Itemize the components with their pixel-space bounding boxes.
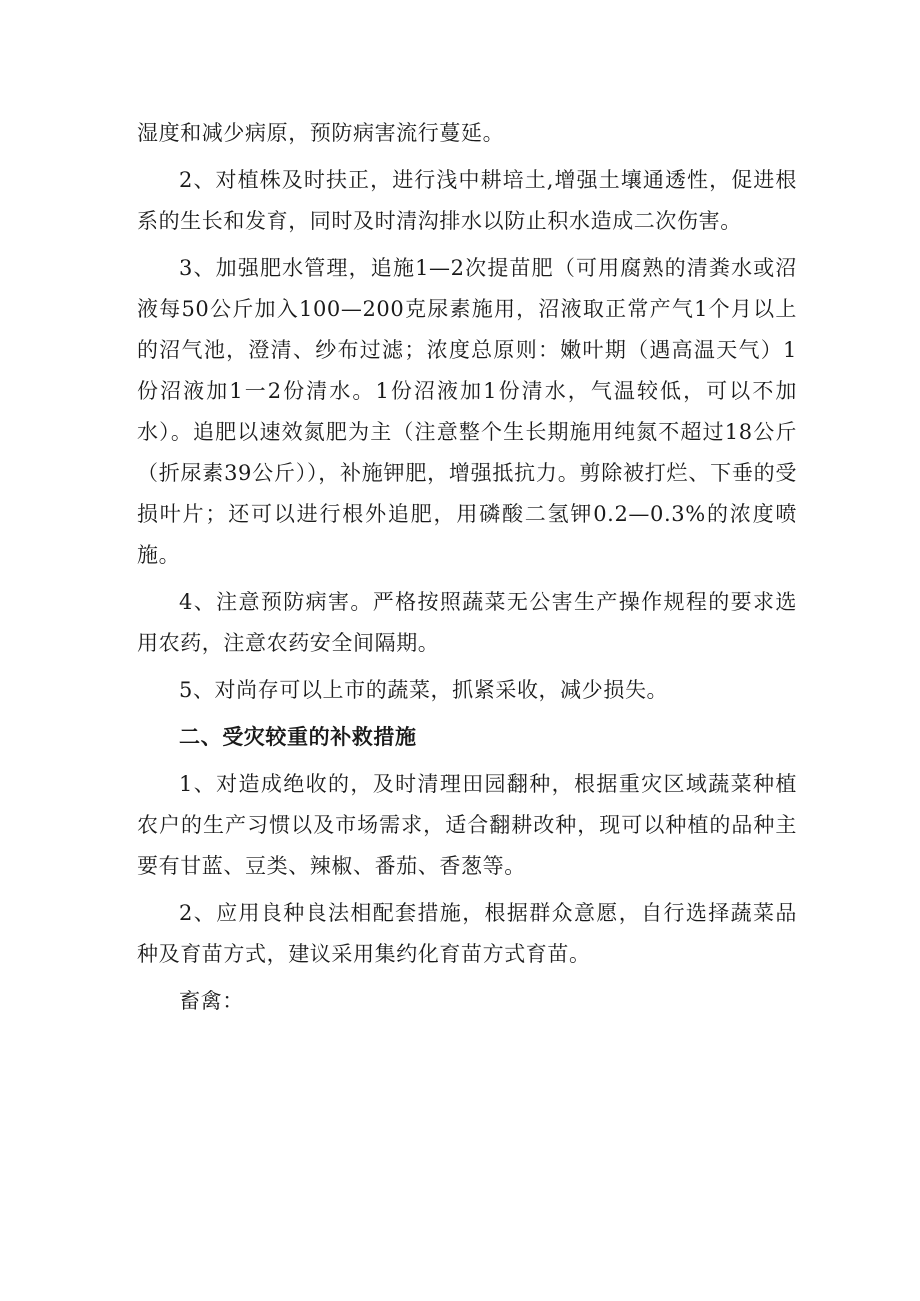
paragraph-section2-item-2: 2、应用良种良法相配套措施，根据群众意愿，自行选择蔬菜品种及育苗方式，建议采用集约化育苗方式育苗。 xyxy=(137,901,797,966)
paragraph-continuation: 湿度和减少病原，预防病害流行蔓延。 xyxy=(137,121,505,145)
paragraph-item-5: 5、对尚存可以上市的蔬菜，抓紧采收，减少损失。 xyxy=(179,678,669,702)
paragraph-livestock-label: 畜禽： xyxy=(179,989,244,1013)
paragraph-section2-item-1: 1、对造成绝收的，及时清理田园翻种，根据重灾区域蔬菜种植农户的生产习惯以及市场需求，适合翻耕改种，现可以种植的品种主要有甘蓝、豆类、辣椒、番茄、香葱等。 xyxy=(137,772,797,878)
document-body xyxy=(137,113,797,1028)
paragraph-item-3: 3、加强肥水管理，追施1—2次提苗肥（可用腐熟的清粪水或沼液每50公斤加入100—200克尿素施用，沼液取正常产气1个月以上的沼气池，澄清、纱布过滤；浓度总原则：嫩叶期（遇高温天气）1份沼液加1一2份清水。1份沼液加1份清水，气温较低，可以不加水）。追肥以速效氮肥为主（注意整个生长期施用纯氮不超过18公斤（折尿素39公斤）），补施钾肥，增强抵抗力。剪除被打烂、下垂的受损叶片；还可以进行根外追肥，用磷酸二氢钾0.2—0.3%的浓度喷施。 xyxy=(137,256,797,567)
section-heading: 二、受灾较重的补救措施 xyxy=(179,725,417,749)
paragraph-item-2: 2、对植株及时扶正，进行浅中耕培土,增强土壤通透性，促进根系的生长和发育，同时及时清沟排水以防止积水造成二次伤害。 xyxy=(137,168,797,233)
paragraph-item-4: 4、注意预防病害。严格按照蔬菜无公害生产操作规程的要求选用农药，注意农药安全间隔期。 xyxy=(137,590,797,655)
